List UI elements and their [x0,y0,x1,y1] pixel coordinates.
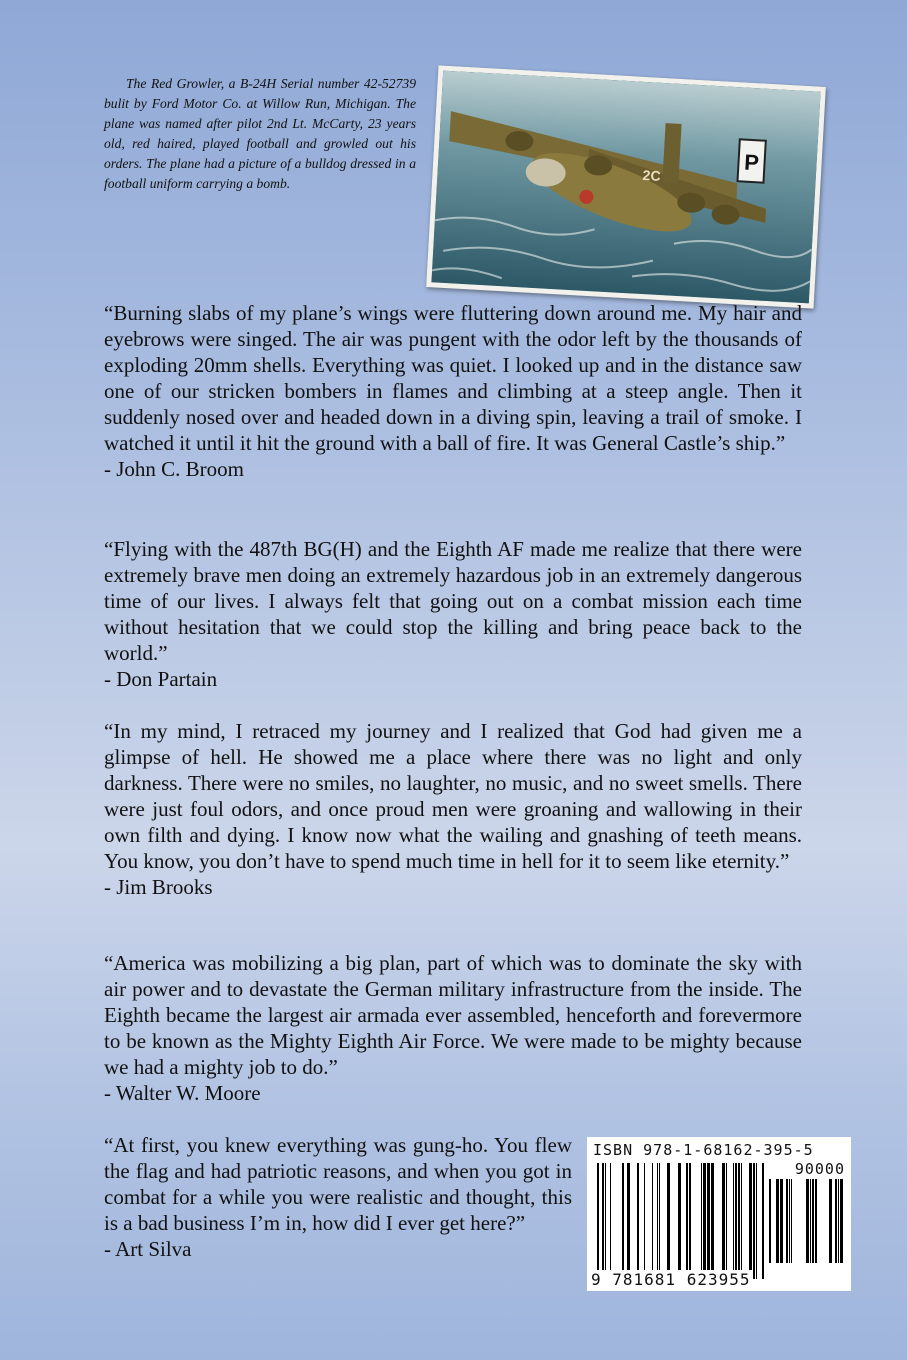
quote-john-broom [104,300,802,482]
barcode-bar [749,1163,752,1279]
quote-text: “At first, you knew everything was gung-ho. You flew the flag and had patriotic reasons, and when you got in combat for a while you were realistic and thought, this is a bad business I’m in, how did I ever get here?” [104,1133,572,1235]
ean-digits: 9 781681 623955 [591,1270,751,1289]
quote-attribution: - Walter W. Moore [104,1081,261,1105]
quote-don-partain [104,536,802,692]
barcode-bar [838,1179,839,1263]
quote-jim-brooks [104,718,802,900]
price-code: 90000 [794,1160,845,1178]
isbn-barcode [587,1137,851,1291]
barcode-bar [733,1163,734,1279]
barcode-bar [610,1163,611,1279]
barcode-bar [786,1179,788,1263]
quote-attribution: - Don Partain [104,667,218,691]
barcode-bar [835,1179,837,1263]
bomber-photo [426,65,826,308]
barcode-bar [776,1179,779,1263]
quote-walter-moore [104,950,802,1106]
tail-letter: P [743,149,760,176]
barcode-bar [840,1179,843,1263]
barcode-bar [722,1163,725,1279]
barcode-bar [622,1163,624,1279]
quote-attribution: - John C. Broom [104,457,245,481]
barcode-bar [602,1163,604,1279]
barcode-bar [735,1163,737,1279]
barcode-bar [689,1163,691,1279]
price-bars [769,1179,845,1263]
b24-bomber-icon [431,71,820,304]
barcode-bar [644,1163,645,1279]
ean-bars [597,1163,769,1279]
quote-text: “In my mind, I retraced my journey and I realized that God had given me a glimpse of hell. He showed me a place where there was no light and only darkness. There were no smiles, no laughter, no music, and no sweet smells. There were just foul odors, and once proud men were groaning and wallowing in their own filth and dying. I know now what the wailing and gnashing of teeth means. You know, you don’t have to spend much time in hell for it to seem like eternity.” [104,719,802,873]
barcode-bar [789,1179,790,1263]
barcode-bar [780,1179,783,1263]
barcode-bar [637,1163,639,1279]
quote-text: “Burning slabs of my plane’s wings were fluttering down around me. My hair and eyebrows were singed. The air was pungent with the odor left by the thousands of exploding 20mm shells. Everything was quiet. I looked up and in the distance saw one of our stricken bombers in flames and climbing at a steep angle. Then it suddenly nosed over and headed down in a diving spin, leaving a trail of smoke. I watched it until it hit the ground with a ball of fire. It was General Castle’s ship.” [104,301,802,455]
barcode-bar [769,1179,771,1263]
barcode-bar [703,1163,706,1279]
barcode-bar [756,1163,757,1279]
quote-text: “Flying with the 487th BG(H) and the Eighth AF made me realize that there were extremely brave men doing an extremely hazardous job in an extremely dangerous time of our lives. I always felt that going out on a combat mission each time without hesitation that we could stop the killing and bring peace back to the world.” [104,537,802,665]
barcode-bar [659,1163,660,1279]
barcode-bar [829,1179,832,1263]
quote-art-silva [104,1132,572,1262]
barcode-bar [711,1163,714,1279]
quote-attribution: - Jim Brooks [104,875,213,899]
barcode-bar [806,1179,809,1263]
barcode-bar [741,1163,742,1279]
barcode-bar [738,1163,740,1279]
barcode-bar [726,1163,727,1279]
barcode-bar [707,1163,710,1279]
barcode-bar [686,1163,688,1279]
quote-attribution: - Art Silva [104,1237,192,1261]
barcode-bar [605,1163,606,1279]
barcode-bar [791,1179,792,1263]
barcode-bar [762,1163,764,1279]
barcode-bar [701,1163,702,1279]
quote-text: “America was mobilizing a big plan, part of which was to dominate the sky with air power and to devastate the German military infrastructure from the inside. The Eighth became the largest air armada ever assembled, henceforth and forevermore to be known as the Mighty Eighth Air Force. We were made to be mighty because we had a mighty job to do.” [104,951,802,1079]
barcode-bar [657,1163,658,1279]
barcode-bar [667,1163,670,1279]
photo-caption: The Red Growler, a B-24H Serial number 42-52739 bulit by Ford Motor Co. at Willow Run, Michigan. The plane was named after pilot 2nd Lt. McCarty, 23 years old, red haired, played football and growled out his orders. The plane had a picture of a bulldog dressed in a football uniform carrying a bomb. [104,76,416,191]
barcode-bar [652,1163,653,1279]
barcode-bar [810,1179,811,1263]
barcode-bar [627,1163,630,1279]
barcode-bar [753,1163,755,1279]
barcode-bar [812,1179,814,1263]
barcode-bar [597,1163,599,1279]
fuselage-marking: 2C [642,166,662,184]
barcode-bar [678,1163,681,1279]
isbn-label: ISBN 978-1-68162-395-5 [593,1141,814,1159]
barcode-bar [815,1179,817,1263]
